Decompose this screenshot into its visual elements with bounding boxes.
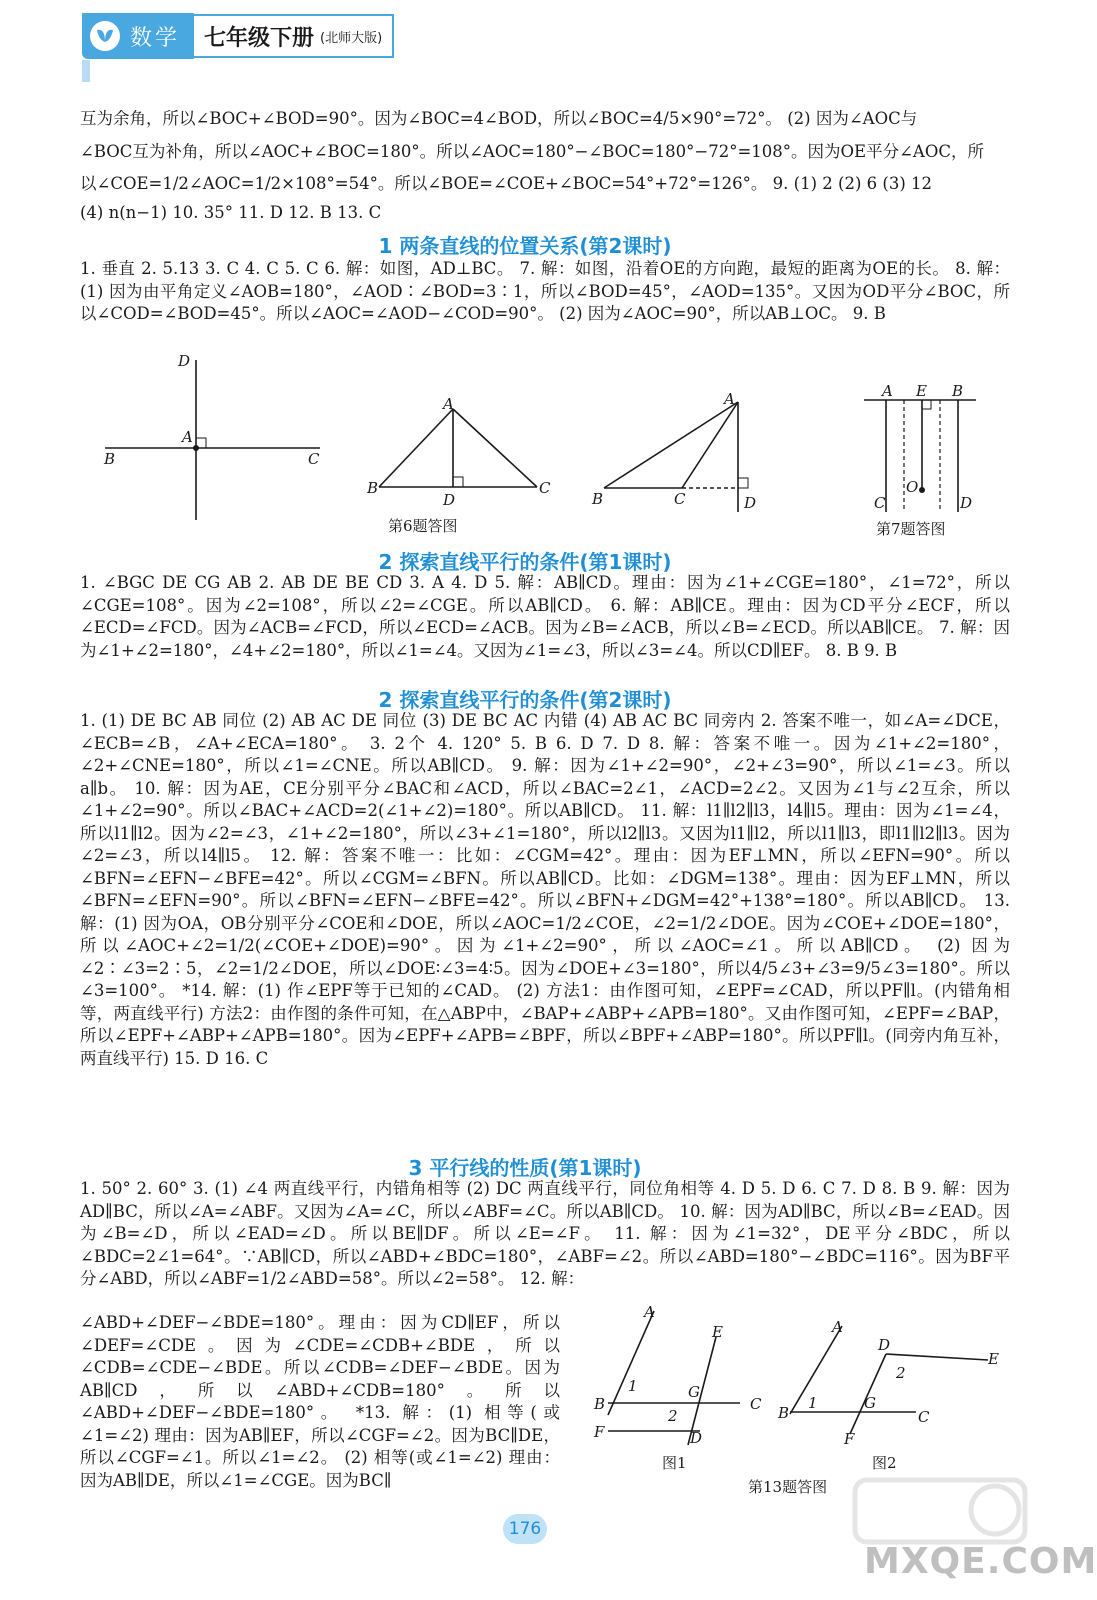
subject-tab [82,13,194,59]
label: A [182,428,193,446]
figure-6-triangle-a [365,395,555,515]
label: O [906,478,919,496]
watermark-text: MXQE.COM [864,1541,1097,1582]
caption-fig7: 第7题答图 [876,520,946,538]
figure-7-river [860,380,990,515]
label: A [832,1318,843,1336]
label: D [443,491,456,509]
label: A [644,1303,655,1321]
book-title [194,14,394,58]
label: D [178,352,191,370]
section-heading-4: 3 平行线的性质(第1课时) [408,1156,642,1180]
label: D [690,1429,703,1447]
caption-fig13: 第13题答图 [748,1478,828,1496]
label: 2 [668,1407,678,1425]
label: 1 [628,1377,638,1395]
label: G [864,1394,876,1412]
caption-fig6: 第6题答图 [388,517,458,535]
intro-text [80,108,1010,224]
label: A [724,390,735,408]
section-heading-3: 2 探索直线平行的条件(第2课时) [378,688,672,712]
label: C [539,479,551,497]
section-heading-1: 1 两条直线的位置关系(第2课时) [378,234,672,258]
intro-line-3: 以∠COE=1/2∠AOC=1/2×108°=54°。所以∠BOE=∠COE+∠BOC=54°+72°=126°。 9. (1) 2 (2) 6 (3) 12 [80,174,932,193]
caption-fig13-2: 图2 [872,1454,897,1472]
label: B [778,1404,790,1422]
caption-fig13-1: 图1 [662,1454,687,1472]
label: E [988,1350,999,1368]
figure-13-1 [590,1305,780,1455]
label: B [952,382,964,400]
page-number: 176 [503,1514,547,1544]
intro-line-1: 互为余角，所以∠BOC+∠BOD=90°。因为∠BOC=4∠BOD，所以∠BOC=4/5×90°=72°。 (2) 因为∠AOC与 [80,109,918,128]
section-heading-2: 2 探索直线平行的条件(第1课时) [378,550,672,574]
label: G [688,1383,700,1401]
figure-13-2 [776,1318,1006,1448]
label: B [592,490,604,508]
label: D [744,494,757,512]
label: F [594,1423,605,1441]
grade-label: 七年级下册 [204,25,315,51]
label: 2 [896,1364,906,1382]
label: F [844,1430,855,1448]
label: C [674,490,686,508]
label: B [104,450,116,468]
label: 1 [808,1394,818,1412]
label: E [712,1323,723,1341]
label: E [916,382,927,400]
figure-6-perpendicular [100,352,330,522]
label: A [882,382,893,400]
intro-line-4: (4) n(n−1) 10. 35° 11. D 12. B 13. C [80,202,382,222]
label: D [878,1336,891,1354]
label: C [874,494,886,512]
label: D [960,494,973,512]
section-1-text: 1. 垂直 2. 5.13 3. C 4. C 5. C 6. 解：如图，AD⊥BC。 7. 解：如图，沿着OE的方向跑，最短的距离为OE的长。 8. 解：(1) 因为由平角定义∠AOB=180°，∠AOD∶∠BOD=3∶1，所以∠BOD=45°，∠AOD=135°。又因为OD平分∠BOC，所以∠COD=∠BOD=45°。所以∠AOC=∠AOD−∠COD=90°。 (2) 因为∠AOC=90°，所以AB⊥OC。 9. B [80,259,1010,323]
label: C [750,1395,762,1413]
section-4-text-a: 1. 50° 2. 60° 3. (1) ∠4 两直线平行，内错角相等 (2) DC 两直线平行，同位角相等 4. D 5. D 6. C 7. D 8. B 9. 解：因为AD∥BC，所以∠A=∠ABF。又因为∠A=∠C，所以∠ABF=∠C。所以AB∥CD。 10. 解：因为AD∥BC，所以∠B=∠EAD。因为∠B=∠D，所以∠EAD=∠D。所以BE∥DF。所以∠E=∠F。 11. 解：因为∠1=32°，DE平分∠BDC，所以∠BDC=2∠1=64°。∵AB∥CD，所以∠ABD+∠BDC=180°，∠ABF=∠2。所以∠ABD=180°−∠BDC=116°。因为BF平分∠ABD，所以∠ABF=1/2∠ABD=58°。所以∠2=58°。 12. 解： [80,1179,1010,1288]
header-accent-bar [82,60,90,82]
leaf-icon [90,21,120,51]
label: C [308,450,320,468]
label: C [918,1408,930,1426]
intro-line-2: ∠BOC互为补角，所以∠AOC+∠BOC=180°。所以∠AOC=180°−∠BOC=180°−72°=108°。因为OE平分∠AOC，所 [80,141,984,161]
label: B [367,479,379,497]
figure-6-triangle-b [590,388,780,518]
subject-label: 数学 [130,25,181,51]
section-3-text: 1. (1) DE BC AB 同位 (2) AB AC DE 同位 (3) DE BC AC 内错 (4) AB AC BC 同旁内 2. 答案不唯一，如∠A=∠DCE，∠ECB=∠B，∠A+∠ECA=180°。 3. 2个 4. 120° 5. B 6. D 7. D 8. 解：答案不唯一。因为∠1+∠2=180°，∠2+∠CNE=180°，所以∠1=∠CNE。所以AB∥CD。 9. 解：因为∠1+∠2=90°，∠2+∠3=90°，所以∠1=∠3。所以a∥b。 10. 解：因为AE，CE分别平分∠BAC和∠ACD，所以∠BAC=2∠1，∠ACD=2∠2。又因为∠1与∠2互余，所以∠1+∠2=90°。所以∠BAC+∠ACD=2(∠1+∠2)=180°。所以AB∥CD。 11. 解：l1∥l2∥l3，l4∥l5。理由：因为∠1=∠4，所以l1∥l2。因为∠2=∠3，∠1+∠2=180°，所以∠3+∠1=180°，所以l2∥l3。又因为l1∥l2，所以l1∥l3，即l1∥l2∥l3。因为∠2=∠3，所以l4∥l5。 12. 解：答案不唯一：比如：∠CGM=42°。理由：因为EF⊥MN，所以∠EFN=90°。所以∠BFN=∠EFN−∠BFE=42°。所以∠CGM=∠BFN。所以AB∥CD。比如：∠DGM=138°。理由：因为EF⊥MN，所以∠BFN=∠EFN=90°。所以∠BFN=∠EFN−∠BFE=42°。所以∠BFN+∠DGM=42°+138°=180°。所以AB∥CD。 13. 解：(1) 因为OA，OB分别平分∠COE和∠DOE，所以∠AOC=1/2∠COE，∠2=1/2∠DOE。因为∠COE+∠DOE=180°，所以∠AOC+∠2=1/2(∠COE+∠DOE)=90°。因为∠1+∠2=90°，所以∠AOC=∠1。所以AB∥CD。 (2) 因为∠2∶∠3=2∶5，∠2=1/2∠DOE，所以∠DOE∶∠3=4∶5。因为∠DOE+∠3=180°，所以4/5∠3+∠3=9/5∠3=180°。所以∠3=100°。 *14. 解：(1) 作∠EPF等于已知的∠CAD。 (2) 方法1：由作图可知，∠EPF=∠CAD，所以PF∥l。(内错角相等，两直线平行) 方法2：由作图的条件可知，在△ABP中，∠BAP+∠ABP+∠APB=180°。又由作图可知，∠EPF=∠BAP，所以∠EPF+∠ABP+∠APB=180°。因为∠EPF+∠APB=∠BPF，所以∠BPF+∠ABP=180°。所以PF∥l。(同旁内角互补，两直线平行) 15. D 16. C [80,711,1010,1068]
label: B [594,1395,606,1413]
label: A [443,395,454,413]
page-header [82,12,394,60]
section-4-text-b: ∠ABD+∠DEF−∠BDE=180°。理由：因为CD∥EF，所以∠DEF=∠CDE。因为∠CDE=∠CDB+∠BDE，所以∠CDB=∠CDE−∠BDE。所以∠CDB=∠DEF−∠BDE。因为AB∥CD，所以∠ABD+∠CDB=180°。所以∠ABD+∠DEF−∠BDE=180°。 *13. 解：(1) 相等(或∠1=∠2) 理由：因为AB∥EF，所以∠CGF=∠2。因为BC∥DE，所以∠CGF=∠1。所以∠1=∠2。 (2) 相等(或∠1=∠2) 理由：因为AB∥DE，所以∠1=∠CGE。因为BC∥ [80,1313,560,1490]
edition-label: (北师大版) [320,30,383,46]
section-2-text: 1. ∠BGC DE CG AB 2. AB DE BE CD 3. A 4. D 5. 解：AB∥CD。理由：因为∠1+∠CGE=180°，∠1=72°，所以∠CGE=108°。因为∠2=108°，所以∠2=∠CGE。所以AB∥CD。 6. 解：AB∥CE。理由：因为CD平分∠ECF，所以∠ECD=∠FCD。因为∠ACB=∠FCD，所以∠ECD=∠ACB。因为∠B=∠ACB，所以∠B=∠ECD。所以AB∥CE。 7. 解：因为∠1+∠2=180°，∠4+∠2=180°，所以∠1=∠4。又因为∠1=∠3，所以∠3=∠4。所以CD∥EF。 8. B 9. B [80,573,1010,660]
